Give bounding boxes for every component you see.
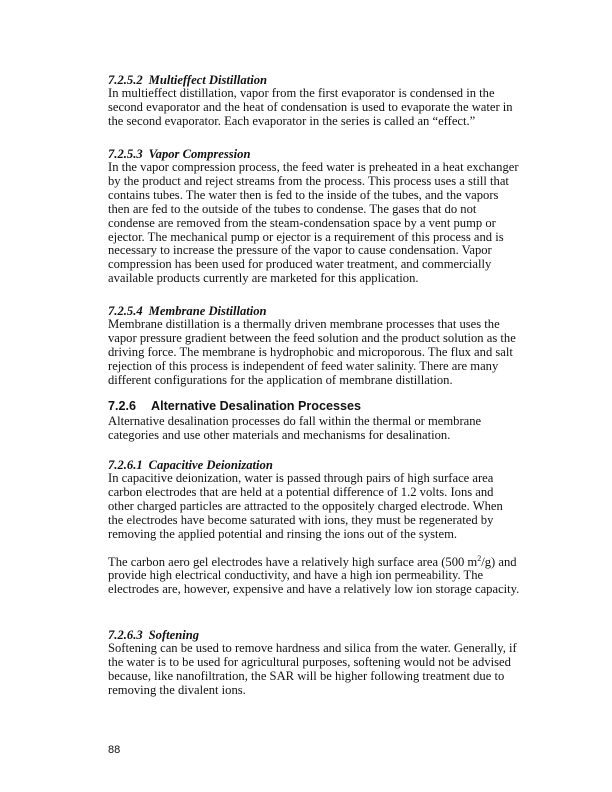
text-span: /g) and — [481, 554, 517, 569]
text-line: second evaporator and the heat of condensation is used to evaporate the water in — [108, 99, 513, 114]
section-title: Softening — [148, 628, 200, 642]
section-7-2-5-4 — [108, 304, 528, 388]
text-line: compression has been used for produced water treatment, and commercially — [108, 257, 492, 272]
section-7-2-6-3 — [108, 628, 528, 698]
section-title: Membrane Distillation — [148, 304, 267, 318]
section-heading — [108, 399, 528, 413]
text-line: rejection of this process is independent of feed water salinity. There are many — [108, 358, 499, 373]
section-title: Vapor Compression — [148, 147, 251, 161]
section-7-2-6 — [108, 399, 528, 443]
section-heading — [108, 628, 528, 642]
text-line: other charged particles are attracted to the oppositely charged electrode. When — [108, 498, 503, 513]
text-line: contains tubes. The water then is fed to the inside of the tubes, and the vapors — [108, 187, 499, 202]
section-number: 7.2.5.2 — [108, 73, 143, 87]
text-line: vapor pressure gradient between the feed solution and the product solution as the — [108, 330, 516, 345]
text-line: Alternative desalination processes do fall within the thermal or membrane — [108, 414, 482, 428]
text-line: the electrodes have become saturated with ions, they must be regenerated by — [108, 512, 494, 527]
superscript: 2 — [477, 553, 482, 563]
text-line: available products currently are marketed for this application. — [108, 271, 419, 286]
text-line: electrodes are, however, expensive and have a relatively low ion storage capacity. — [108, 582, 520, 597]
paragraph — [108, 87, 528, 129]
section-heading — [108, 458, 528, 472]
paragraph — [108, 472, 528, 542]
text-line — [108, 553, 528, 570]
text-lines — [108, 569, 528, 597]
text-line: because, like nanofiltration, the SAR will be higher following treatment due to — [108, 668, 505, 683]
section-heading — [108, 73, 528, 87]
section-number: 7.2.5.3 — [108, 147, 143, 161]
text-line: In the vapor compression process, the feed water is preheated in a heat exchanger — [108, 160, 519, 174]
text-line: by the product and reject streams from the process. This process uses a still that — [108, 173, 509, 188]
text-line: the water is to be used for agricultural purposes, softening would not be advised — [108, 654, 511, 669]
text-line: removing the divalent ions. — [108, 682, 246, 697]
section-7-2-6-1 — [108, 458, 528, 597]
text-line: In multieffect distillation, vapor from the first evaporator is condensed in the — [108, 86, 495, 100]
text-line: Membrane distillation is a thermally driven membrane processes that uses the — [108, 317, 500, 331]
text-span: The carbon aero gel electrodes have a relatively high surface area (500 m — [108, 554, 478, 569]
paragraph — [108, 415, 528, 443]
page-number: 88 — [108, 744, 121, 756]
text-line: Softening can be used to remove hardness and silica from the water. Generally, if — [108, 641, 517, 655]
section-heading — [108, 147, 528, 161]
text-line: provide high electrical conductivity, and have a high ion permeability. The — [108, 568, 484, 583]
section-7-2-5-2 — [108, 73, 528, 129]
text-line: In capacitive deionization, water is passed through pairs of high surface area — [108, 471, 494, 485]
section-title: Multieffect Distillation — [148, 73, 268, 87]
text-line: condense are removed from the steam-condensation space by a vent pump or — [108, 215, 496, 230]
section-number: 7.2.5.4 — [108, 304, 143, 318]
text-line: removing the applied potential and rinsing the ions out of the system. — [108, 526, 458, 541]
text-line: the second evaporator. Each evaporator in the series is called an “effect.” — [108, 113, 476, 128]
section-7-2-5-3 — [108, 147, 528, 286]
paragraph — [108, 161, 528, 286]
section-heading — [108, 304, 528, 318]
paragraph — [108, 642, 528, 698]
section-number: 7.2.6 — [108, 399, 137, 413]
section-number: 7.2.6.3 — [108, 628, 143, 642]
section-title: Alternative Desalination Processes — [151, 399, 361, 413]
text-line: then are fed to the outside of the tubes to condense. The gases that do not — [108, 201, 477, 216]
text-line: necessary to increase the pressure of the vapor to cause condensation. Vapor — [108, 243, 492, 258]
text-line: ejector. The mechanical pump or ejector is a requirement of this process and is — [108, 229, 504, 244]
text-line: driving force. The membrane is hydrophobic and microporous. The flux and salt — [108, 344, 513, 359]
text-line: carbon electrodes that are held at a potential difference of 1.2 volts. Ions and — [108, 484, 494, 499]
paragraph — [108, 553, 528, 598]
section-title: Capacitive Deionization — [148, 458, 273, 472]
text-line: categories and use other materials and mechanisms for desalination. — [108, 427, 451, 442]
section-number: 7.2.6.1 — [108, 458, 143, 472]
text-line: different configurations for the application of membrane distillation. — [108, 372, 453, 387]
paragraph — [108, 318, 528, 388]
